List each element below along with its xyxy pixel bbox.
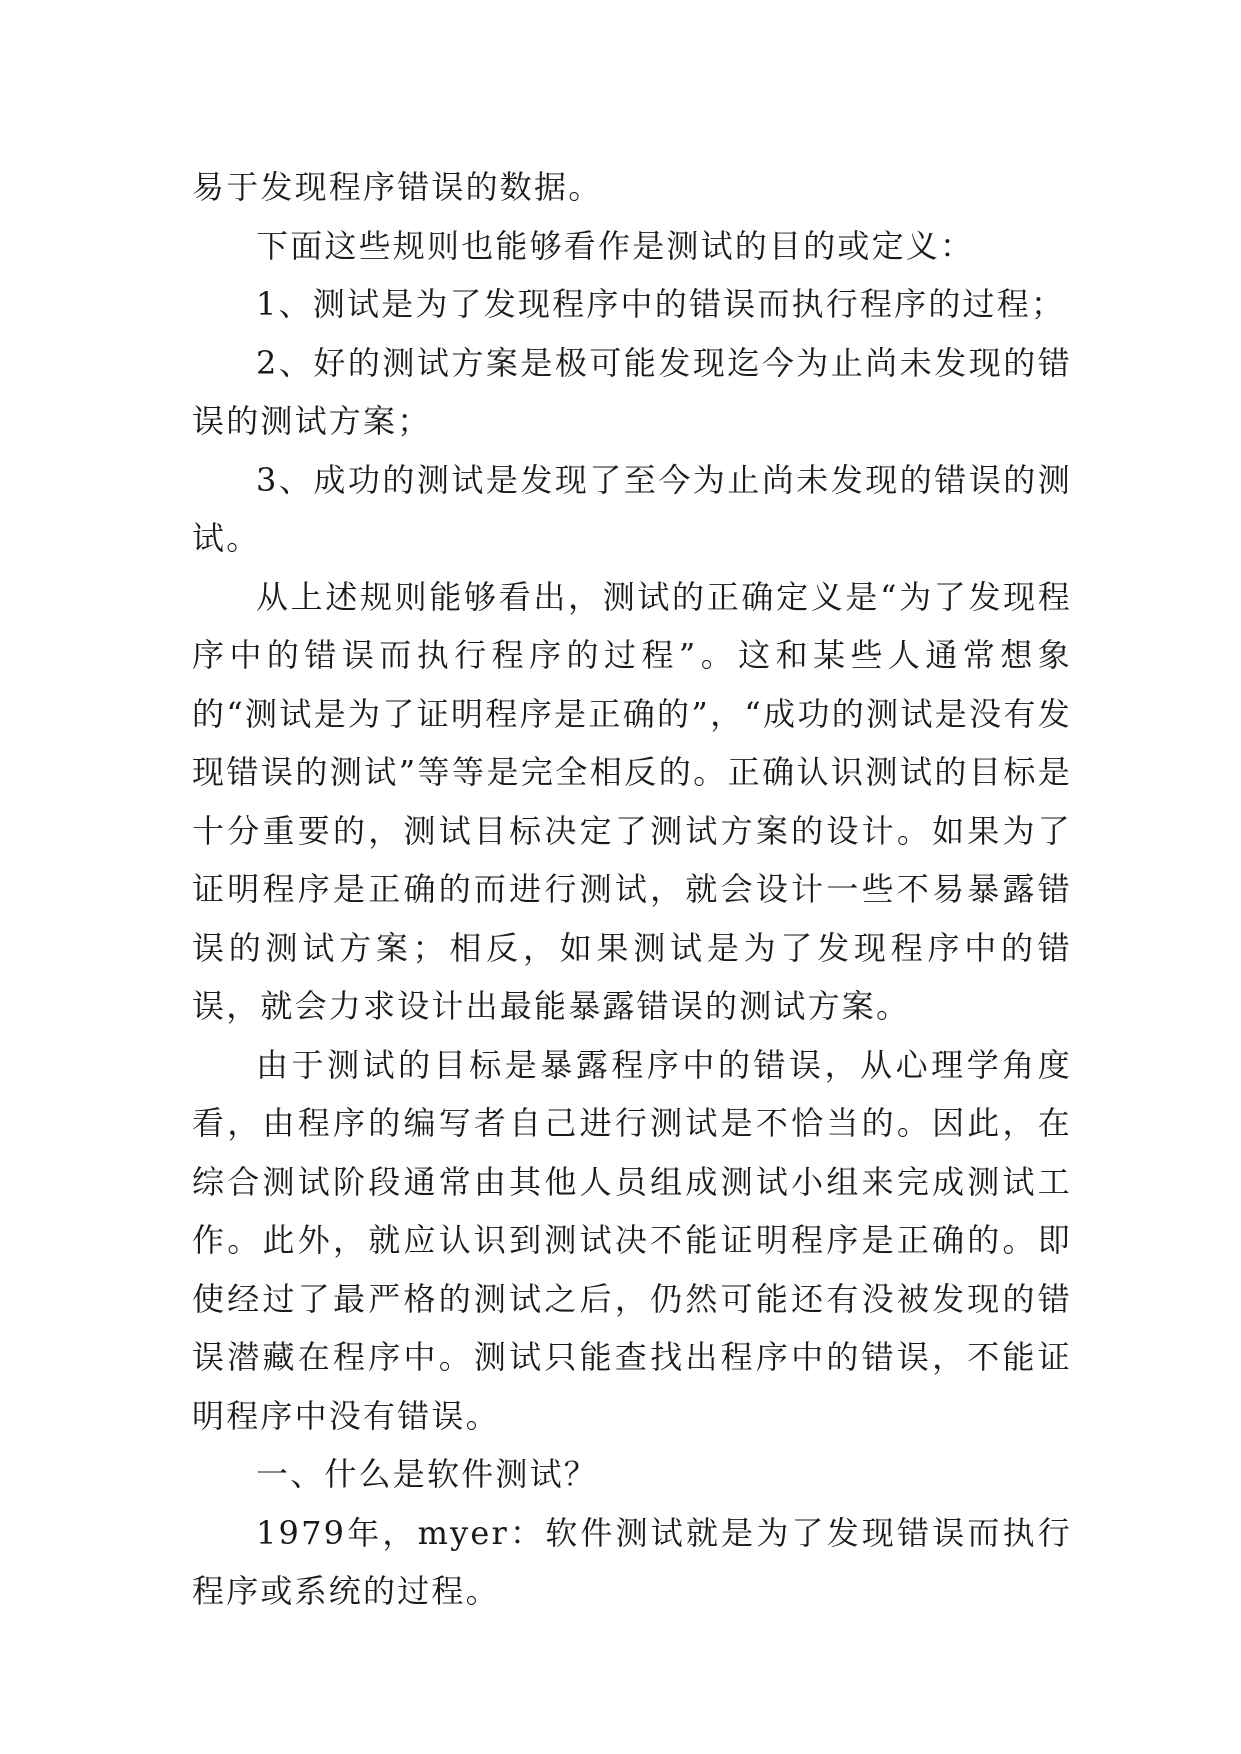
paragraph-1: 易于发现程序错误的数据。: [192, 168, 603, 206]
paragraph-2: 下面这些规则也能够看作是测试的目的或定义：: [256, 226, 975, 265]
paragraph-4: 2、好的测试方案是极可能发现迄今为止尚未发现的错误的测试方案；: [192, 343, 1072, 440]
paragraph-8: 1979年，myer：软件测试就是为了发现错误而执行程序或系统的过程。: [192, 1513, 1072, 1610]
paragraph-6: 从上述规则能够看出，测试的正确定义是“为了发现程序中的错误而执行程序的过程”。这和某些人通常想象的“测试是为了证明程序是正确的”，“成功的测试是没有发现错误的测试”等等是完全相反的。正确认识测试的目标是十分重要的，测试目标决定了测试方案的设计。如果为了证明程序是正确的而进行测试，就会设计一些不易暴露错误的测试方案；相反，如果测试是为了发现程序中的错误，就会力求设计出最能暴露错误的测试方案。: [192, 577, 1072, 1025]
document-body: [192, 158, 1072, 1621]
paragraph-7: 由于测试的目标是暴露程序中的错误，从心理学角度看，由程序的编写者自己进行测试是不恰当的。因此，在综合测试阶段通常由其他人员组成测试小组来完成测试工作。此外，就应认识到测试决不能证明程序是正确的。即使经过了最严格的测试之后，仍然可能还有没被发现的错误潜藏在程序中。测试只能查找出程序中的错误，不能证明程序中没有错误。: [192, 1045, 1072, 1435]
paragraph-5: 3、成功的测试是发现了至今为止尚未发现的错误的测试。: [192, 460, 1072, 557]
paragraph-3: 1、测试是为了发现程序中的错误而执行程序的过程；: [256, 285, 1066, 323]
section-heading: 一、什么是软件测试？: [256, 1455, 599, 1493]
